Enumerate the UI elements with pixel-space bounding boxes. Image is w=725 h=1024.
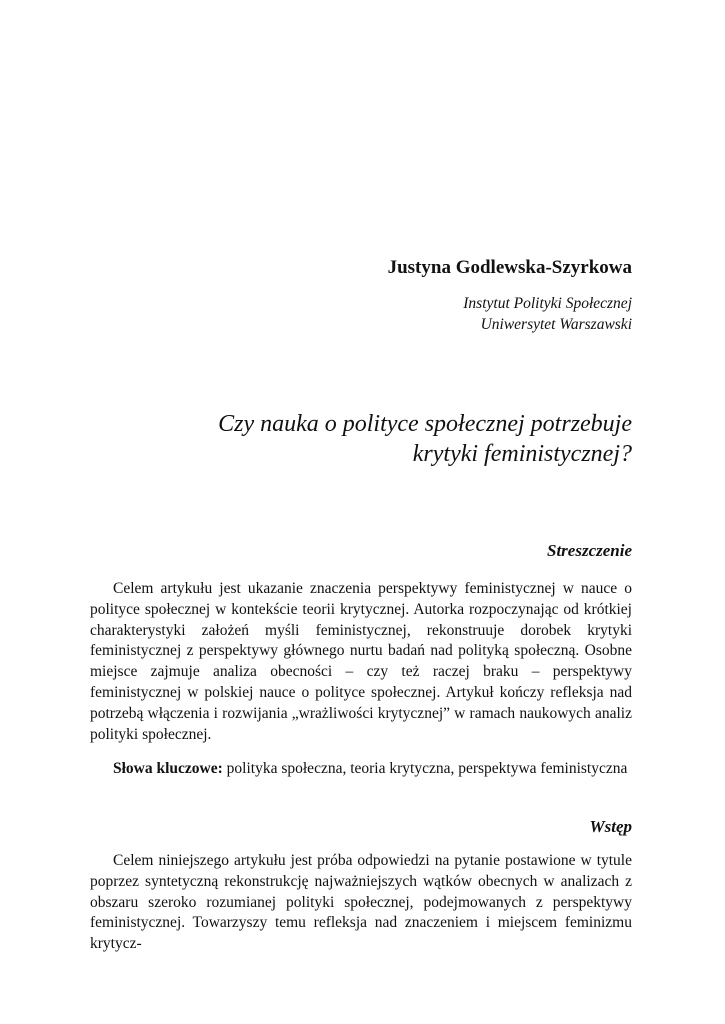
affiliation-institute: Instytut Polityki Społecznej xyxy=(463,295,632,312)
abstract-text: Celem artykułu jest ukazanie znaczenia perspektywy feministycznej w nauce o polityce społecznej w kontekście teorii krytycznej. Autorka rozpoczynając od krótkiej charakterystyki założeń myśli feministycznej, rekonstruuje dorobek krytyki feministycznej z perspektywy głównego nurtu badań nad polityką społeczną. Osobne miejsce zajmuje analiza obecności – czy też raczej braku – perspektywy feministycznej w polskiej nauce o polityce społecznej. Artykuł kończy refleksja nad potrzebą włączenia i rozwijania „wrażliwości krytycznej” w ramach naukowych analiz polityki społecznej. xyxy=(90,580,632,743)
intro-heading: Wstęp xyxy=(589,817,632,836)
author-name: Justyna Godlewska-Szyrkowa xyxy=(387,257,632,278)
keywords-label: Słowa kluczowe: xyxy=(113,760,223,777)
intro-text: Celem niniejszego artykułu jest próba odpowiedzi na pytanie postawione w tytule poprzez syntetyczną rekonstrukcję najważniejszych wątków obecnych w analizach z obszaru szeroko rozumianej polityki społecznej, podejmowanych z perspektywy feministycznej. Towarzyszy temu refleksja nad znaczeniem i miejscem feminizmu krytycz- xyxy=(90,852,632,953)
keywords-text: polityka społeczna, teoria krytyczna, perspektywa feministyczna xyxy=(226,760,628,777)
keywords xyxy=(90,759,632,780)
article-title-line2: krytyki feministycznej? xyxy=(412,441,632,467)
affiliation-university: Uniwersytet Warszawski xyxy=(480,316,632,333)
abstract-heading: Streszczenie xyxy=(547,541,632,560)
article-title-line1: Czy nauka o polityce społecznej potrzebuje xyxy=(218,411,632,437)
article-page xyxy=(90,0,632,1024)
